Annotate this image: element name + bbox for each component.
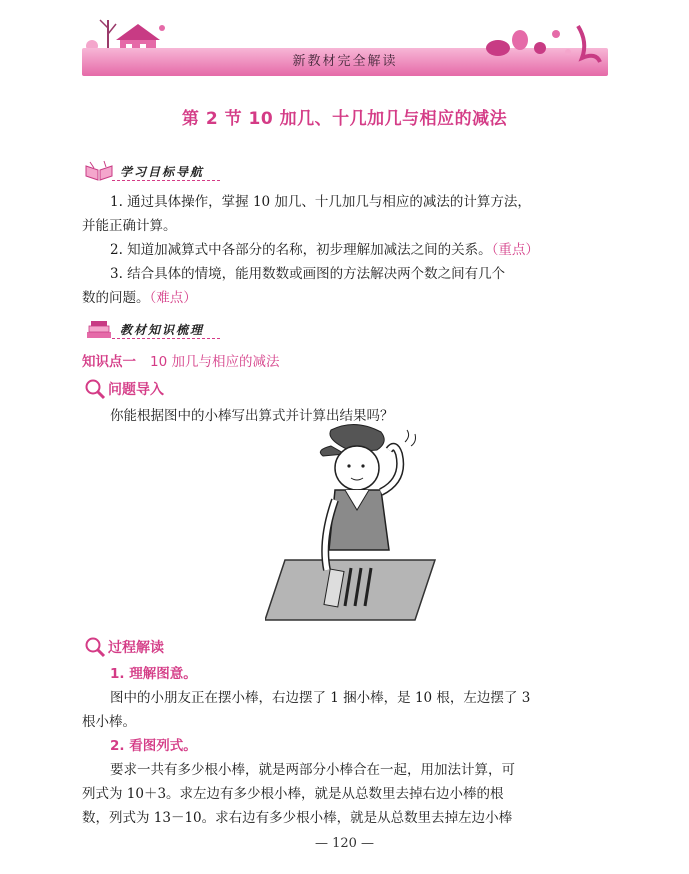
goals-heading	[84, 160, 204, 182]
knowledge-point-subtitle: 10 加几与相应的减法	[150, 354, 280, 370]
goal-3-line-1: 3. 结合具体的情境，能用数数或画图的方法解决两个数之间有几个	[110, 266, 506, 282]
knowledge-point-title	[82, 350, 279, 370]
intro-heading	[84, 378, 164, 400]
knowledge-heading-underline	[112, 338, 222, 339]
intro-question-text: 你能根据图中的小棒写出算式并计算出结果吗？	[110, 408, 394, 424]
process-heading	[84, 636, 164, 658]
step-1-label: 1. 理解图意。	[110, 666, 197, 682]
goals-heading-underline	[112, 180, 222, 181]
step-2-line-3: 数，列式为 13－10。求右边有多少根小棒，就是从总数里去掉左边小棒	[82, 810, 513, 826]
knowledge-heading-text: 教材知识梳理	[120, 322, 205, 337]
splash-decoration-icon	[478, 22, 608, 66]
goal-2	[82, 238, 608, 262]
step-2-label: 2. 看图列式。	[110, 738, 197, 754]
page-header	[82, 14, 608, 76]
header-title: 新教材完全解读	[292, 54, 398, 69]
goals-heading-text: 学习目标导航	[120, 164, 205, 179]
goal-1-line-1: 1. 通过具体操作，掌握 10 加几、十几加几与相应的减法的计算方法，	[110, 194, 531, 210]
goal-2-tag: （重点）	[491, 242, 539, 258]
stacked-books-icon	[84, 318, 114, 340]
open-book-icon	[84, 160, 114, 182]
goal-3-line-2	[82, 286, 608, 310]
goal-2-text: 2. 知道加减算式中各部分的名称，初步理解加减法之间的关系。	[110, 242, 492, 258]
intro-heading-text: 问题导入	[108, 382, 164, 398]
step-2-line-2: 列式为 10＋3。求左边有多少根小棒，就是从总数里去掉右边小棒的根	[82, 786, 504, 802]
page-number: — 120 —	[314, 836, 375, 851]
goal-3-tag: （难点）	[149, 290, 197, 306]
process-body	[82, 662, 608, 830]
knowledge-heading	[84, 318, 204, 340]
step-2-line-1: 要求一共有多少根小棒，就是两部分小棒合在一起，用加法计算，可	[110, 762, 515, 778]
process-heading-text: 过程解读	[108, 640, 164, 656]
step-1-line-2: 根小棒。	[82, 714, 136, 730]
magnifier-icon	[84, 378, 106, 400]
goals-list	[82, 190, 608, 310]
knowledge-point-label: 知识点一	[82, 354, 136, 370]
section-title: 第 2 节 10 加几、十几加几与相应的减法	[181, 109, 508, 129]
goal-1-line-2: 并能正确计算。	[82, 218, 177, 234]
magnifier-icon	[84, 636, 106, 658]
step-1-line-1: 图中的小朋友正在摆小棒，右边摆了 1 捆小棒，是 10 根，左边摆了 3	[110, 690, 531, 706]
goal-3-text2: 数的问题。	[82, 290, 150, 306]
child-with-sticks-illustration	[265, 420, 445, 625]
